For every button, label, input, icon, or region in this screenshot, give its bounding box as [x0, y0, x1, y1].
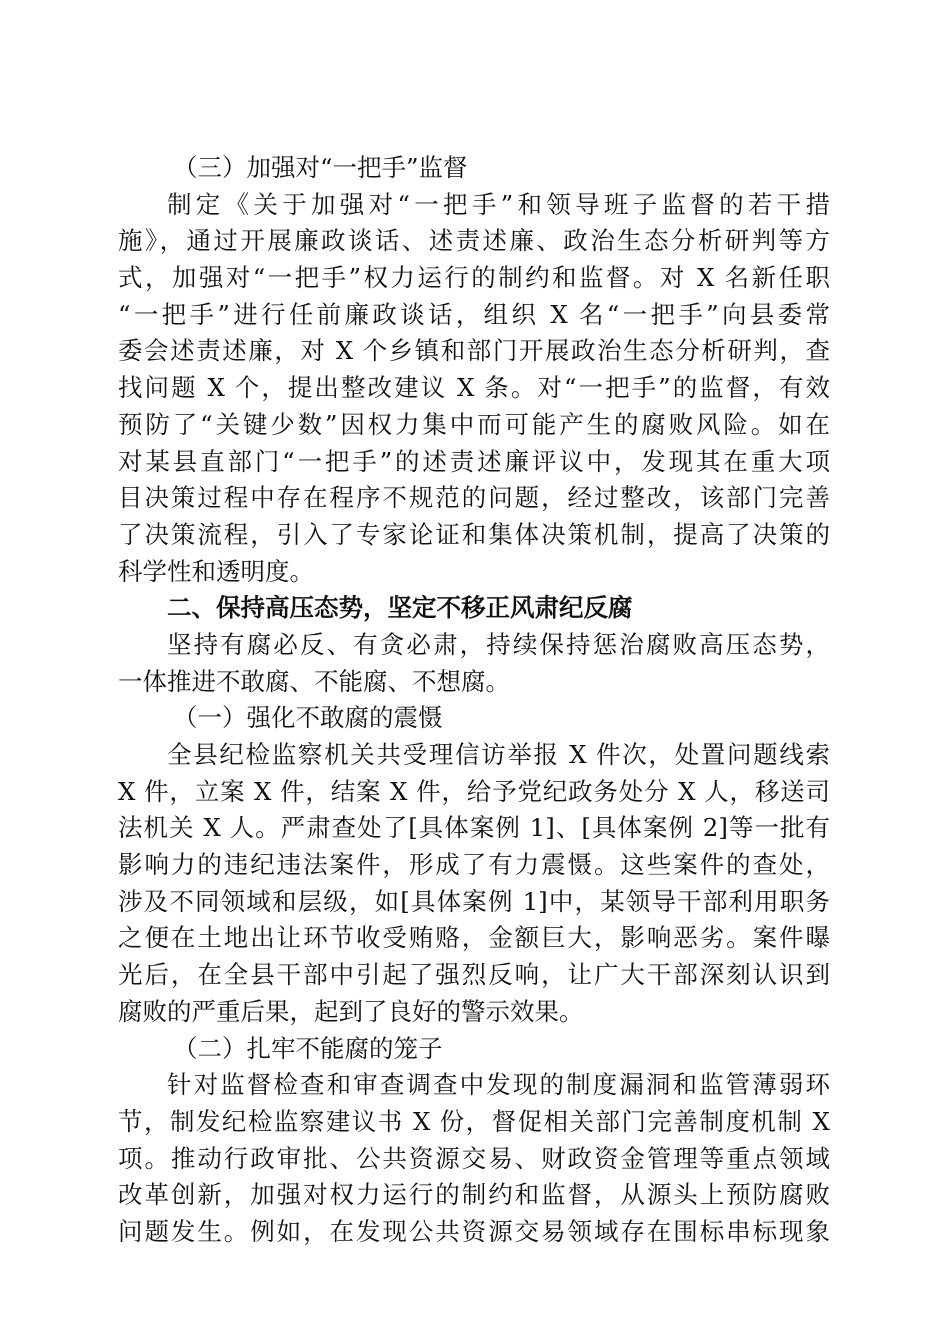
paragraph-line: 科学性和透明度。 [118, 556, 314, 586]
paragraph-line: 全县纪检监察机关共受理信访举报 X 件次，处置问题线索 [167, 740, 830, 769]
paragraph-line: 制定《关于加强对“一把手”和领导班子监督的若干措 [167, 189, 830, 219]
section-heading-2: 二、保持高压态势，坚定不移正风肃纪反腐 [167, 593, 633, 623]
paragraph-line: 委会述责述廉，对 X 个乡镇和部门开展政治生态分析研判，查 [118, 336, 830, 366]
section-heading-3: （三）加强对“一把手”监督 [173, 153, 468, 182]
paragraph-line: 预防了“关键少数”因权力集中而可能产生的腐败风险。如在 [118, 409, 830, 439]
paragraph-line: 节，制发纪检监察建议书 X 份，督促相关部门完善制度机制 X [118, 1106, 830, 1136]
paragraph-line: 影响力的违纪违法案件，形成了有力震慑。这些案件的查处， [118, 850, 830, 880]
section-heading-3: （一）强化不敢腐的震慑 [173, 703, 443, 733]
paragraph-line: 找问题 X 个，提出整改建议 X 条。对“一把手”的监督，有效 [118, 373, 830, 403]
paragraph-line: 问题发生。例如，在发现公共资源交易领域存在围标串标现象 [118, 1216, 830, 1246]
paragraph-line: 一体推进不敢腐、不能腐、不想腐。 [118, 666, 510, 696]
paragraph-line: 改革创新，加强对权力运行的制约和监督，从源头上预防腐败 [118, 1180, 830, 1210]
paragraph-line: 腐败的严重后果，起到了良好的警示效果。 [118, 996, 584, 1026]
paragraph-line: “一把手”进行任前廉政谈话，组织 X 名“一把手”向县委常 [118, 299, 830, 329]
paragraph-line: 之便在土地出让环节收受贿赂，金额巨大，影响恶劣。案件曝 [118, 923, 830, 953]
paragraph-line: 针对监督检查和审查调查中发现的制度漏洞和监管薄弱环 [167, 1070, 830, 1100]
paragraph-line: 坚持有腐必反、有贪必肃，持续保持惩治腐败高压态势， [167, 629, 830, 659]
document-page [118, 150, 830, 1251]
paragraph-line: 对某县直部门“一把手”的述责述廉评议中，发现其在重大项 [118, 446, 830, 476]
paragraph-line: 法机关 X 人。严肃查处了[具体案例 1]、[具体案例 2]等一批有 [118, 813, 830, 843]
paragraph-line: 涉及不同领域和层级，如[具体案例 1]中，某领导干部利用职务 [118, 886, 830, 916]
paragraph-line: X 件，立案 X 件，结案 X 件，给予党纪政务处分 X 人，移送司 [118, 776, 830, 806]
paragraph-line: 目决策过程中存在程序不规范的问题，经过整改，该部门完善 [118, 483, 830, 513]
paragraph-line: 了决策流程，引入了专家论证和集体决策机制，提高了决策的 [118, 519, 830, 549]
paragraph-line: 施》，通过开展廉政谈话、述责述廉、政治生态分析研判等方 [118, 226, 830, 256]
paragraph-line: 式，加强对“一把手”权力运行的制约和监督。对 X 名新任职 [118, 263, 830, 293]
paragraph-line: 项。推动行政审批、公共资源交易、财政资金管理等重点领域 [118, 1143, 830, 1173]
paragraph-line: 光后，在全县干部中引起了强烈反响，让广大干部深刻认识到 [118, 960, 830, 990]
section-heading-3: （二）扎牢不能腐的笼子 [173, 1033, 443, 1063]
